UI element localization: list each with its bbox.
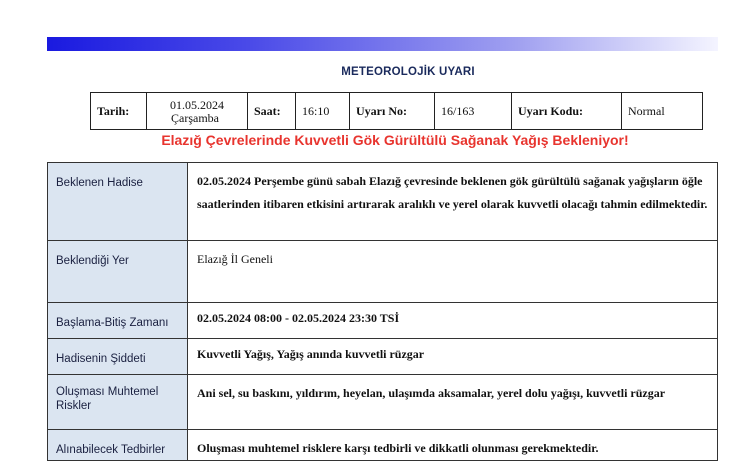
row-value: Ani sel, su baskını, yıldırım, heyelan, ulaşımda aksamalar, yerel dolu yağışı, kuvvetli rüzgar (188, 375, 718, 430)
warning-code-label: Uyarı Kodu: (512, 93, 622, 130)
row-label: Oluşması Muhtemel Riskler (48, 375, 188, 430)
row-value: 02.05.2024 08:00 - 02.05.2024 23:30 TSİ (188, 303, 718, 339)
table-row (48, 375, 718, 430)
row-label: Alınabilecek Tedbirler (48, 430, 188, 461)
document-title: METEOROLOJİK UYARI (341, 66, 475, 78)
date-label: Tarih: (91, 93, 147, 130)
day-text: Çarşamba (171, 111, 219, 125)
time-value: 16:10 (296, 93, 350, 130)
row-value: 02.05.2024 Perşembe günü sabah Elazığ çevresinde beklenen gök gürültülü sağanak yağışların öğle saatlerinden itibaren etkisini artırarak aralıklı ve yerel olarak kuvvetli olacağı tahmin edilmektedir. (188, 163, 718, 241)
header-gradient-bar (47, 37, 718, 51)
table-row (48, 163, 718, 241)
time-label: Saat: (248, 93, 296, 130)
table-row (48, 303, 718, 339)
table-row (48, 430, 718, 461)
row-label: Hadisenin Şiddeti (48, 339, 188, 375)
table-row (48, 241, 718, 303)
row-value: Kuvvetli Yağış, Yağış anında kuvvetli rüzgar (188, 339, 718, 375)
warning-no-label: Uyarı No: (350, 93, 435, 130)
row-label: Beklenen Hadise (48, 163, 188, 241)
table-row (48, 339, 718, 375)
warning-info-table (90, 92, 703, 130)
row-value: Elazığ İl Geneli (188, 241, 718, 303)
row-label: Beklendiği Yer (48, 241, 188, 303)
warning-code-value: Normal (622, 93, 703, 130)
warning-details-table (47, 162, 718, 461)
date-value (147, 93, 248, 130)
row-label: Başlama-Bitiş Zamanı (48, 303, 188, 339)
date-text: 01.05.2024 (170, 98, 224, 112)
row-value: Oluşması muhtemel risklere karşı tedbirli ve dikkatli olunması gerekmektedir. (188, 430, 718, 461)
warning-headline: Elazığ Çevrelerinde Kuvvetli Gök Gürültülü Sağanak Yağış Bekleniyor! (161, 132, 629, 148)
warning-no-value: 16/163 (435, 93, 512, 130)
